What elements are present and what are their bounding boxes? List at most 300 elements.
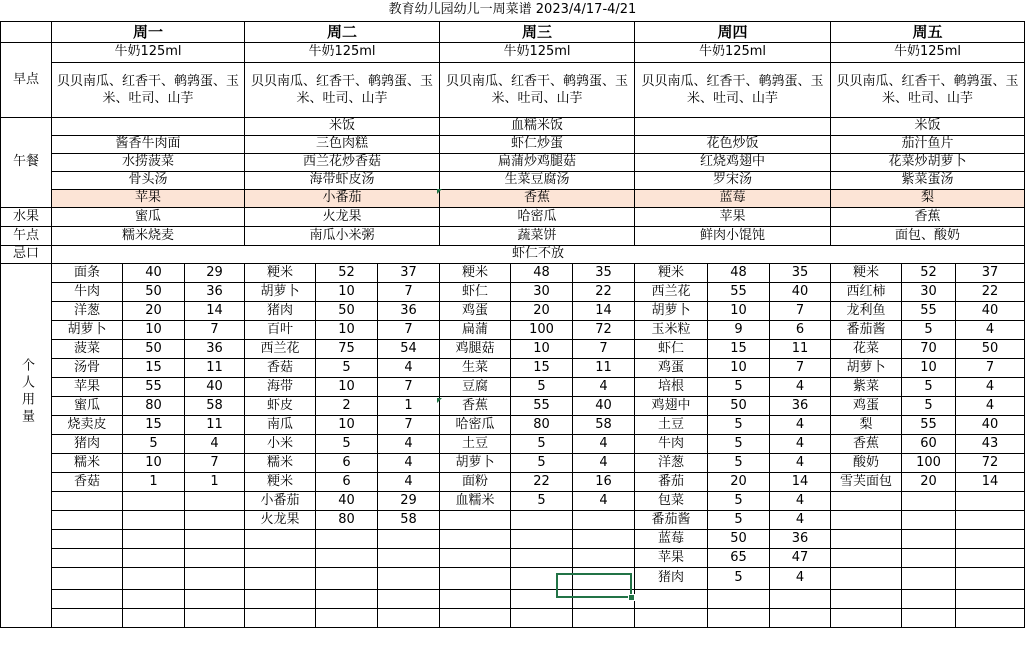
- ingredient-raw-amount[interactable]: 20: [902, 472, 956, 491]
- ingredient-name[interactable]: 虾仁: [440, 282, 511, 301]
- lunch-dish[interactable]: 紫菜蛋汤: [831, 171, 1025, 189]
- ingredient-name[interactable]: 牛肉: [635, 434, 708, 453]
- lunch-dish[interactable]: 三色肉糕: [245, 135, 440, 153]
- ingredient-raw-amount[interactable]: 100: [511, 320, 573, 339]
- ingredient-name[interactable]: 番茄: [635, 472, 708, 491]
- fruit-cell[interactable]: 苹果: [635, 207, 831, 226]
- ingredient-name[interactable]: 玉米粒: [635, 320, 708, 339]
- ingredient-raw-amount[interactable]: 15: [123, 358, 185, 377]
- ingredient-net-amount[interactable]: 35: [573, 263, 635, 282]
- ingredient-net-amount[interactable]: 4: [573, 377, 635, 396]
- ingredient-net-amount[interactable]: 14: [573, 301, 635, 320]
- fruit-cell[interactable]: 蜜瓜: [52, 207, 245, 226]
- ingredient-raw-amount[interactable]: 55: [902, 415, 956, 434]
- lunch-dish[interactable]: 水捞菠菜: [52, 153, 245, 171]
- ingredient-raw-amount[interactable]: [123, 567, 185, 589]
- ingredient-net-amount[interactable]: 4: [770, 510, 831, 529]
- ingredient-name[interactable]: [245, 548, 316, 567]
- ingredient-name[interactable]: 土豆: [440, 434, 511, 453]
- ingredient-name[interactable]: 酸奶: [831, 453, 902, 472]
- ingredient-name[interactable]: [440, 510, 511, 529]
- ingredient-raw-amount[interactable]: 2: [316, 396, 378, 415]
- ingredient-name[interactable]: 蜜瓜: [52, 396, 123, 415]
- lunch-dish[interactable]: 酱香牛肉面: [52, 135, 245, 153]
- ingredient-net-amount[interactable]: [956, 608, 1025, 627]
- ingredient-raw-amount[interactable]: 1: [123, 472, 185, 491]
- ingredient-name[interactable]: [52, 510, 123, 529]
- ingredient-name[interactable]: 胡萝卜: [831, 358, 902, 377]
- ingredient-raw-amount[interactable]: [511, 529, 573, 548]
- ingredient-raw-amount[interactable]: 80: [123, 396, 185, 415]
- ingredient-net-amount[interactable]: 7: [185, 453, 245, 472]
- lunch-dish[interactable]: 西兰花炒香菇: [245, 153, 440, 171]
- ingredient-net-amount[interactable]: 29: [185, 263, 245, 282]
- ingredient-name[interactable]: 鸡翅中: [635, 396, 708, 415]
- ingredient-net-amount[interactable]: 4: [185, 434, 245, 453]
- lunch-dish[interactable]: 花菜炒胡萝卜: [831, 153, 1025, 171]
- ingredient-raw-amount[interactable]: [316, 608, 378, 627]
- ingredient-net-amount[interactable]: 7: [378, 415, 440, 434]
- breakfast-food[interactable]: 贝贝南瓜、红香干、鹌鹑蛋、玉米、吐司、山芋: [635, 62, 831, 117]
- ingredient-name[interactable]: [635, 608, 708, 627]
- ingredient-raw-amount[interactable]: [123, 589, 185, 608]
- ingredient-raw-amount[interactable]: 5: [902, 396, 956, 415]
- ingredient-raw-amount[interactable]: 10: [316, 282, 378, 301]
- ingredient-net-amount[interactable]: 40: [185, 377, 245, 396]
- ingredient-net-amount[interactable]: 58: [378, 510, 440, 529]
- ingredient-name[interactable]: [52, 608, 123, 627]
- ingredient-raw-amount[interactable]: [708, 608, 770, 627]
- ingredient-raw-amount[interactable]: 10: [511, 339, 573, 358]
- ingredient-net-amount[interactable]: [185, 529, 245, 548]
- ingredient-raw-amount[interactable]: [708, 589, 770, 608]
- ingredient-name[interactable]: [52, 548, 123, 567]
- ingredient-net-amount[interactable]: 4: [770, 567, 831, 589]
- ingredient-name[interactable]: [831, 491, 902, 510]
- ingredient-net-amount[interactable]: [378, 589, 440, 608]
- ingredient-name[interactable]: [831, 608, 902, 627]
- ingredient-name[interactable]: 粳米: [831, 263, 902, 282]
- snack-label[interactable]: 午点: [1, 226, 52, 245]
- snack-cell[interactable]: 面包、酸奶: [831, 226, 1025, 245]
- ingredient-net-amount[interactable]: 4: [770, 453, 831, 472]
- ingredient-name[interactable]: [52, 567, 123, 589]
- personal-usage-label[interactable]: [1, 263, 52, 627]
- lunch-dish[interactable]: 扁蒲炒鸡腿菇: [440, 153, 635, 171]
- ingredient-net-amount[interactable]: [185, 567, 245, 589]
- ingredient-raw-amount[interactable]: 48: [708, 263, 770, 282]
- ingredient-name[interactable]: 生菜: [440, 358, 511, 377]
- ingredient-name[interactable]: 胡萝卜: [635, 301, 708, 320]
- ingredient-net-amount[interactable]: 4: [573, 491, 635, 510]
- ingredient-raw-amount[interactable]: 30: [511, 282, 573, 301]
- ingredient-raw-amount[interactable]: 80: [316, 510, 378, 529]
- ingredient-raw-amount[interactable]: 9: [708, 320, 770, 339]
- ingredient-net-amount[interactable]: 37: [378, 263, 440, 282]
- ingredient-net-amount[interactable]: 40: [770, 282, 831, 301]
- corner-cell[interactable]: [1, 21, 52, 42]
- ingredient-net-amount[interactable]: 7: [378, 320, 440, 339]
- ingredient-name[interactable]: 扁蒲: [440, 320, 511, 339]
- ingredient-name[interactable]: 番茄酱: [831, 320, 902, 339]
- ingredient-net-amount[interactable]: 4: [956, 320, 1025, 339]
- ingredient-name[interactable]: 苹果: [52, 377, 123, 396]
- ingredient-raw-amount[interactable]: [316, 589, 378, 608]
- ingredient-net-amount[interactable]: [573, 548, 635, 567]
- snack-cell[interactable]: 蔬菜饼: [440, 226, 635, 245]
- ingredient-raw-amount[interactable]: 10: [316, 377, 378, 396]
- ingredient-raw-amount[interactable]: 75: [316, 339, 378, 358]
- fruit-label[interactable]: 水果: [1, 207, 52, 226]
- ingredient-raw-amount[interactable]: 55: [708, 282, 770, 301]
- ingredient-raw-amount[interactable]: 5: [708, 415, 770, 434]
- ingredient-name[interactable]: 虾仁: [635, 339, 708, 358]
- ingredient-name[interactable]: 鸡腿菇: [440, 339, 511, 358]
- ingredient-raw-amount[interactable]: 5: [708, 567, 770, 589]
- ingredient-net-amount[interactable]: 11: [185, 415, 245, 434]
- ingredient-raw-amount[interactable]: [902, 567, 956, 589]
- ingredient-name[interactable]: 香菇: [52, 472, 123, 491]
- ingredient-net-amount[interactable]: [770, 608, 831, 627]
- ingredient-net-amount[interactable]: 36: [770, 529, 831, 548]
- ingredient-raw-amount[interactable]: 5: [511, 453, 573, 472]
- ingredient-raw-amount[interactable]: 55: [123, 377, 185, 396]
- ingredient-name[interactable]: 西兰花: [245, 339, 316, 358]
- ingredient-raw-amount[interactable]: 40: [316, 491, 378, 510]
- ingredient-name[interactable]: [52, 529, 123, 548]
- ingredient-net-amount[interactable]: 6: [770, 320, 831, 339]
- lunch-fruit[interactable]: 小番茄: [245, 189, 440, 207]
- ingredient-net-amount[interactable]: 1: [185, 472, 245, 491]
- ingredient-name[interactable]: 南瓜: [245, 415, 316, 434]
- ingredient-name[interactable]: 番茄酱: [635, 510, 708, 529]
- ingredient-raw-amount[interactable]: 52: [902, 263, 956, 282]
- lunch-dish[interactable]: 红烧鸡翅中: [635, 153, 831, 171]
- ingredient-net-amount[interactable]: 4: [770, 434, 831, 453]
- ingredient-name[interactable]: [440, 608, 511, 627]
- ingredient-net-amount[interactable]: 4: [378, 434, 440, 453]
- ingredient-name[interactable]: 火龙果: [245, 510, 316, 529]
- ingredient-net-amount[interactable]: [185, 608, 245, 627]
- ingredient-raw-amount[interactable]: [123, 548, 185, 567]
- ingredient-raw-amount[interactable]: [902, 608, 956, 627]
- selected-cell[interactable]: [556, 573, 632, 598]
- ingredient-raw-amount[interactable]: 5: [708, 453, 770, 472]
- fruit-cell[interactable]: 香蕉: [831, 207, 1025, 226]
- ingredient-name[interactable]: 香蕉: [440, 396, 511, 415]
- ingredient-name[interactable]: 牛肉: [52, 282, 123, 301]
- ingredient-name[interactable]: 糯米: [245, 453, 316, 472]
- lunch-dish[interactable]: 罗宋汤: [635, 171, 831, 189]
- ingredient-raw-amount[interactable]: 10: [708, 301, 770, 320]
- ingredient-net-amount[interactable]: 7: [378, 282, 440, 301]
- ingredient-net-amount[interactable]: [573, 529, 635, 548]
- ingredient-name[interactable]: [635, 589, 708, 608]
- ingredient-name[interactable]: 土豆: [635, 415, 708, 434]
- ingredient-net-amount[interactable]: 72: [956, 453, 1025, 472]
- ingredient-raw-amount[interactable]: [902, 491, 956, 510]
- ingredient-name[interactable]: 鸡蛋: [440, 301, 511, 320]
- ingredient-raw-amount[interactable]: 5: [708, 434, 770, 453]
- ingredient-raw-amount[interactable]: 6: [316, 472, 378, 491]
- ingredient-raw-amount[interactable]: [902, 510, 956, 529]
- ingredient-raw-amount[interactable]: 10: [123, 320, 185, 339]
- ingredient-name[interactable]: 胡萝卜: [52, 320, 123, 339]
- ingredient-name[interactable]: 紫菜: [831, 377, 902, 396]
- ingredient-raw-amount[interactable]: 5: [511, 434, 573, 453]
- ingredient-raw-amount[interactable]: [902, 589, 956, 608]
- avoid-label[interactable]: 忌口: [1, 245, 52, 263]
- ingredient-name[interactable]: 粳米: [635, 263, 708, 282]
- ingredient-net-amount[interactable]: 4: [378, 472, 440, 491]
- ingredient-raw-amount[interactable]: 100: [902, 453, 956, 472]
- ingredient-name[interactable]: 猪肉: [635, 567, 708, 589]
- breakfast-milk[interactable]: 牛奶125ml: [831, 42, 1025, 62]
- ingredient-net-amount[interactable]: [185, 548, 245, 567]
- ingredient-name[interactable]: 胡萝卜: [245, 282, 316, 301]
- ingredient-name[interactable]: 粳米: [245, 472, 316, 491]
- ingredient-net-amount[interactable]: 7: [573, 339, 635, 358]
- ingredient-raw-amount[interactable]: 55: [511, 396, 573, 415]
- day-header[interactable]: 周一: [52, 21, 245, 42]
- day-header[interactable]: 周四: [635, 21, 831, 42]
- ingredient-name[interactable]: 烧卖皮: [52, 415, 123, 434]
- ingredient-raw-amount[interactable]: [316, 567, 378, 589]
- ingredient-name[interactable]: 蓝莓: [635, 529, 708, 548]
- lunch-dish[interactable]: [52, 117, 245, 135]
- lunch-dish[interactable]: [635, 117, 831, 135]
- ingredient-name[interactable]: 菠菜: [52, 339, 123, 358]
- ingredient-net-amount[interactable]: 4: [770, 491, 831, 510]
- ingredient-net-amount[interactable]: 4: [573, 453, 635, 472]
- ingredient-net-amount[interactable]: 7: [770, 358, 831, 377]
- breakfast-milk[interactable]: 牛奶125ml: [52, 42, 245, 62]
- breakfast-milk[interactable]: 牛奶125ml: [245, 42, 440, 62]
- ingredient-net-amount[interactable]: 40: [956, 415, 1025, 434]
- lunch-dish[interactable]: 海带虾皮汤: [245, 171, 440, 189]
- ingredient-net-amount[interactable]: 58: [185, 396, 245, 415]
- ingredient-raw-amount[interactable]: 48: [511, 263, 573, 282]
- ingredient-raw-amount[interactable]: [123, 491, 185, 510]
- ingredient-name[interactable]: 培根: [635, 377, 708, 396]
- breakfast-milk[interactable]: 牛奶125ml: [440, 42, 635, 62]
- day-header[interactable]: 周二: [245, 21, 440, 42]
- ingredient-raw-amount[interactable]: 5: [511, 491, 573, 510]
- ingredient-name[interactable]: 百叶: [245, 320, 316, 339]
- ingredient-raw-amount[interactable]: 50: [708, 396, 770, 415]
- ingredient-net-amount[interactable]: 4: [770, 415, 831, 434]
- ingredient-raw-amount[interactable]: 15: [511, 358, 573, 377]
- ingredient-raw-amount[interactable]: 70: [902, 339, 956, 358]
- ingredient-name[interactable]: [440, 567, 511, 589]
- ingredient-name[interactable]: 包菜: [635, 491, 708, 510]
- ingredient-net-amount[interactable]: 4: [956, 377, 1025, 396]
- ingredient-net-amount[interactable]: [956, 529, 1025, 548]
- ingredient-raw-amount[interactable]: 52: [316, 263, 378, 282]
- ingredient-net-amount[interactable]: 35: [770, 263, 831, 282]
- ingredient-name[interactable]: [440, 529, 511, 548]
- ingredient-net-amount[interactable]: 37: [956, 263, 1025, 282]
- ingredient-name[interactable]: 西红柿: [831, 282, 902, 301]
- ingredient-raw-amount[interactable]: [511, 510, 573, 529]
- ingredient-name[interactable]: 香菇: [245, 358, 316, 377]
- ingredient-net-amount[interactable]: [378, 548, 440, 567]
- ingredient-net-amount[interactable]: 43: [956, 434, 1025, 453]
- avoid-cell[interactable]: 虾仁不放: [52, 245, 1025, 263]
- ingredient-net-amount[interactable]: [956, 589, 1025, 608]
- ingredient-raw-amount[interactable]: 15: [123, 415, 185, 434]
- snack-cell[interactable]: 鲜肉小馄饨: [635, 226, 831, 245]
- ingredient-net-amount[interactable]: [378, 529, 440, 548]
- ingredient-net-amount[interactable]: [770, 589, 831, 608]
- ingredient-name[interactable]: 西兰花: [635, 282, 708, 301]
- ingredient-name[interactable]: [831, 567, 902, 589]
- lunch-fruit[interactable]: 苹果: [52, 189, 245, 207]
- breakfast-label[interactable]: 早点: [1, 42, 52, 117]
- ingredient-name[interactable]: 哈密瓜: [440, 415, 511, 434]
- ingredient-raw-amount[interactable]: 5: [316, 434, 378, 453]
- ingredient-net-amount[interactable]: [185, 589, 245, 608]
- ingredient-net-amount[interactable]: 36: [185, 282, 245, 301]
- ingredient-net-amount[interactable]: 11: [770, 339, 831, 358]
- fruit-cell[interactable]: 哈密瓜: [440, 207, 635, 226]
- ingredient-net-amount[interactable]: 14: [770, 472, 831, 491]
- ingredient-net-amount[interactable]: 58: [573, 415, 635, 434]
- ingredient-raw-amount[interactable]: 10: [316, 415, 378, 434]
- lunch-dish[interactable]: 虾仁炒蛋: [440, 135, 635, 153]
- breakfast-food[interactable]: 贝贝南瓜、红香干、鹌鹑蛋、玉米、吐司、山芋: [440, 62, 635, 117]
- ingredient-name[interactable]: 猪肉: [245, 301, 316, 320]
- breakfast-milk[interactable]: 牛奶125ml: [635, 42, 831, 62]
- sheet-title[interactable]: 教育幼儿园幼儿一周菜谱 2023/4/17-4/21: [388, 2, 637, 18]
- ingredient-net-amount[interactable]: [956, 510, 1025, 529]
- snack-cell[interactable]: 南瓜小米粥: [245, 226, 440, 245]
- lunch-fruit[interactable]: 梨: [831, 189, 1025, 207]
- ingredient-name[interactable]: [831, 529, 902, 548]
- ingredient-raw-amount[interactable]: [316, 548, 378, 567]
- ingredient-net-amount[interactable]: 11: [185, 358, 245, 377]
- lunch-fruit[interactable]: 香蕉: [440, 189, 635, 207]
- ingredient-net-amount[interactable]: [956, 548, 1025, 567]
- ingredient-raw-amount[interactable]: 5: [511, 377, 573, 396]
- ingredient-net-amount[interactable]: [185, 510, 245, 529]
- ingredient-name[interactable]: 小番茄: [245, 491, 316, 510]
- ingredient-net-amount[interactable]: [378, 608, 440, 627]
- ingredient-net-amount[interactable]: [378, 567, 440, 589]
- ingredient-raw-amount[interactable]: [511, 548, 573, 567]
- lunch-fruit[interactable]: 蓝莓: [635, 189, 831, 207]
- ingredient-raw-amount[interactable]: [123, 529, 185, 548]
- ingredient-name[interactable]: [831, 548, 902, 567]
- ingredient-net-amount[interactable]: 4: [956, 396, 1025, 415]
- ingredient-name[interactable]: 面粉: [440, 472, 511, 491]
- ingredient-raw-amount[interactable]: 6: [316, 453, 378, 472]
- ingredient-net-amount[interactable]: 11: [573, 358, 635, 377]
- ingredient-raw-amount[interactable]: 55: [902, 301, 956, 320]
- breakfast-food[interactable]: 贝贝南瓜、红香干、鹌鹑蛋、玉米、吐司、山芋: [245, 62, 440, 117]
- ingredient-name[interactable]: 面条: [52, 263, 123, 282]
- ingredient-net-amount[interactable]: [573, 608, 635, 627]
- ingredient-raw-amount[interactable]: 5: [902, 377, 956, 396]
- ingredient-raw-amount[interactable]: [902, 548, 956, 567]
- ingredient-net-amount[interactable]: 4: [378, 453, 440, 472]
- ingredient-raw-amount[interactable]: 10: [708, 358, 770, 377]
- ingredient-raw-amount[interactable]: [123, 510, 185, 529]
- breakfast-food[interactable]: 贝贝南瓜、红香干、鹌鹑蛋、玉米、吐司、山芋: [831, 62, 1025, 117]
- ingredient-name[interactable]: 香蕉: [831, 434, 902, 453]
- ingredient-raw-amount[interactable]: 5: [316, 358, 378, 377]
- ingredient-raw-amount[interactable]: 80: [511, 415, 573, 434]
- ingredient-raw-amount[interactable]: 5: [902, 320, 956, 339]
- fruit-cell[interactable]: 火龙果: [245, 207, 440, 226]
- ingredient-raw-amount[interactable]: 5: [708, 491, 770, 510]
- ingredient-net-amount[interactable]: 40: [956, 301, 1025, 320]
- ingredient-raw-amount[interactable]: 10: [902, 358, 956, 377]
- ingredient-name[interactable]: 洋葱: [52, 301, 123, 320]
- ingredient-net-amount[interactable]: 72: [573, 320, 635, 339]
- lunch-dish[interactable]: 米饭: [245, 117, 440, 135]
- ingredient-name[interactable]: 梨: [831, 415, 902, 434]
- ingredient-name[interactable]: 龙利鱼: [831, 301, 902, 320]
- ingredient-raw-amount[interactable]: 10: [123, 453, 185, 472]
- ingredient-name[interactable]: [440, 589, 511, 608]
- ingredient-raw-amount[interactable]: 15: [708, 339, 770, 358]
- ingredient-net-amount[interactable]: 1: [378, 396, 440, 415]
- ingredient-name[interactable]: 粳米: [440, 263, 511, 282]
- ingredient-raw-amount[interactable]: 30: [902, 282, 956, 301]
- ingredient-net-amount[interactable]: 7: [185, 320, 245, 339]
- ingredient-net-amount[interactable]: [185, 491, 245, 510]
- ingredient-net-amount[interactable]: 16: [573, 472, 635, 491]
- ingredient-name[interactable]: [52, 491, 123, 510]
- ingredient-name[interactable]: 小米: [245, 434, 316, 453]
- ingredient-name[interactable]: [440, 548, 511, 567]
- ingredient-name[interactable]: 鸡蛋: [831, 396, 902, 415]
- ingredient-name[interactable]: 汤骨: [52, 358, 123, 377]
- ingredient-raw-amount[interactable]: 20: [511, 301, 573, 320]
- ingredient-net-amount[interactable]: 50: [956, 339, 1025, 358]
- ingredient-raw-amount[interactable]: 50: [123, 339, 185, 358]
- lunch-dish[interactable]: 骨头汤: [52, 171, 245, 189]
- ingredient-raw-amount[interactable]: 5: [123, 434, 185, 453]
- ingredient-net-amount[interactable]: 4: [378, 358, 440, 377]
- ingredient-raw-amount[interactable]: 50: [316, 301, 378, 320]
- ingredient-net-amount[interactable]: 36: [185, 339, 245, 358]
- ingredient-name[interactable]: 雪芙面包: [831, 472, 902, 491]
- ingredient-name[interactable]: [245, 608, 316, 627]
- ingredient-raw-amount[interactable]: 50: [708, 529, 770, 548]
- ingredient-net-amount[interactable]: 36: [770, 396, 831, 415]
- ingredient-raw-amount[interactable]: [123, 608, 185, 627]
- ingredient-name[interactable]: [245, 567, 316, 589]
- ingredient-raw-amount[interactable]: [316, 529, 378, 548]
- ingredient-net-amount[interactable]: [573, 510, 635, 529]
- ingredient-net-amount[interactable]: 7: [378, 377, 440, 396]
- ingredient-net-amount[interactable]: 4: [770, 377, 831, 396]
- ingredient-raw-amount[interactable]: 65: [708, 548, 770, 567]
- ingredient-name[interactable]: 鸡蛋: [635, 358, 708, 377]
- ingredient-net-amount[interactable]: [956, 491, 1025, 510]
- ingredient-name[interactable]: 猪肉: [52, 434, 123, 453]
- ingredient-raw-amount[interactable]: 22: [511, 472, 573, 491]
- lunch-dish[interactable]: 血糯米饭: [440, 117, 635, 135]
- ingredient-net-amount[interactable]: [956, 567, 1025, 589]
- ingredient-net-amount[interactable]: 14: [185, 301, 245, 320]
- ingredient-raw-amount[interactable]: 60: [902, 434, 956, 453]
- ingredient-net-amount[interactable]: 14: [956, 472, 1025, 491]
- lunch-dish[interactable]: 花色炒饭: [635, 135, 831, 153]
- ingredient-name[interactable]: 糯米: [52, 453, 123, 472]
